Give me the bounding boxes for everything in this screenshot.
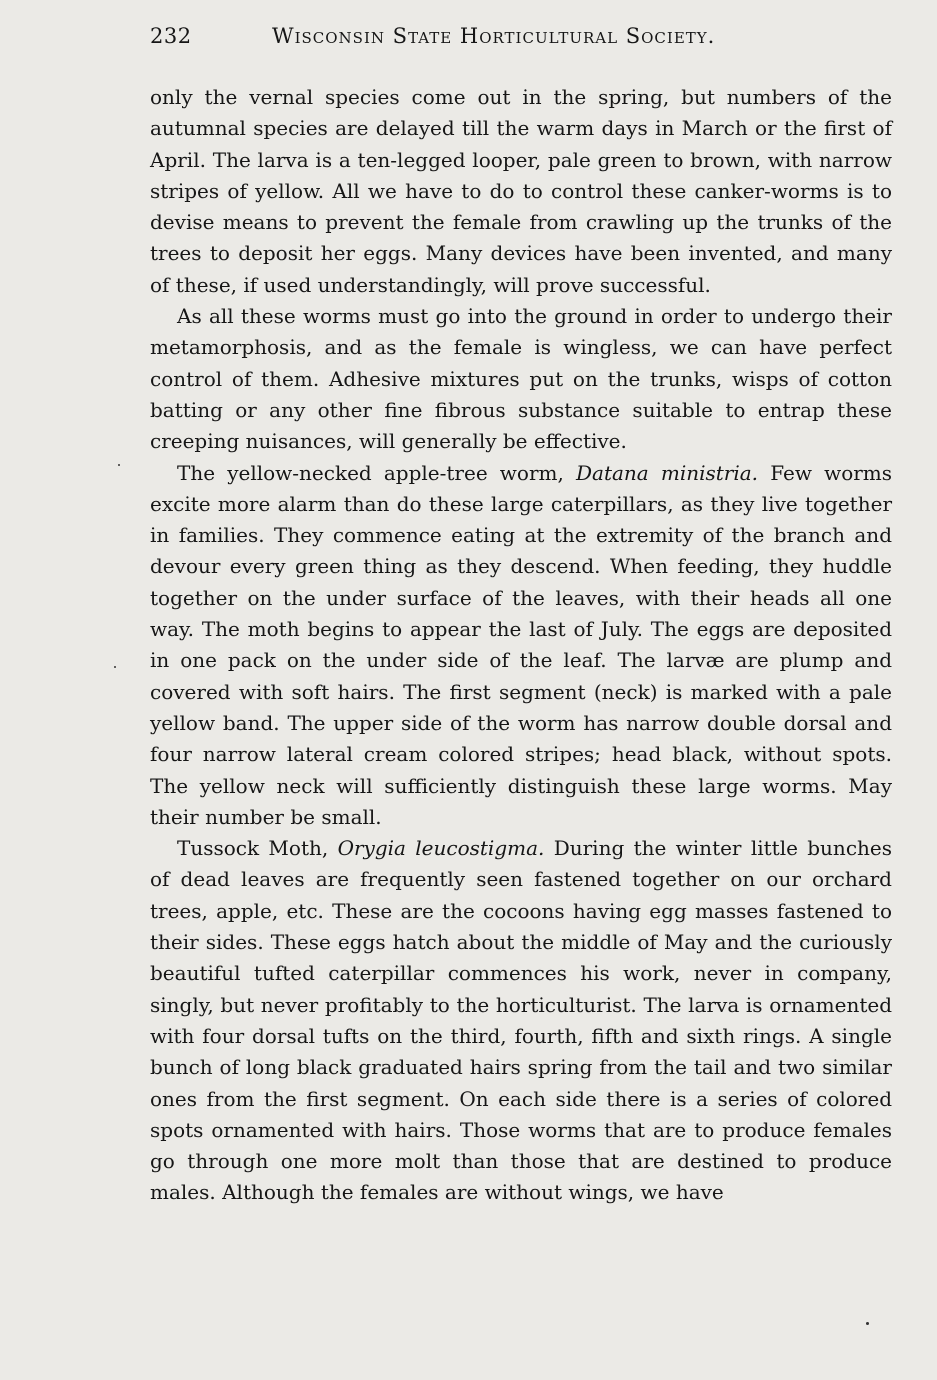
paragraph-control-methods bbox=[150, 301, 892, 457]
page-header bbox=[150, 24, 892, 54]
paragraph-text: Few worms excite more alarm than do these large caterpillars, as they live together in families. They commence eating at the extremity of the branch and devour every green thing as they descend. When feeding, they huddle together on the under surface of the leaves, with their heads all one way. The moth begins to appear the last of July. The eggs are deposited in one pack on the under side of the leaf. The larvæ are plump and covered with soft hairs. The first segment (neck) is marked with a pale yellow band. The upper side of the worm has narrow double dorsal and four narrow lateral cream colored stripes; head black, without spots. The yellow neck will sufficiently distinguish these large worms. May their number be small. bbox=[150, 460, 893, 829]
running-title: Wisconsin State Horticultural Society. bbox=[272, 24, 716, 48]
paper-speck bbox=[114, 666, 116, 668]
paragraph-canker-worm-continued bbox=[150, 82, 892, 301]
paragraph-tussock-moth bbox=[150, 833, 892, 1209]
paragraph-yellow-necked-worm bbox=[150, 458, 892, 834]
scientific-name: Datana ministria. bbox=[576, 460, 759, 485]
paper-speck bbox=[118, 464, 120, 466]
body-text bbox=[150, 82, 892, 1209]
paragraph-text: Tussock Moth, bbox=[177, 836, 329, 861]
paper-speck bbox=[866, 1322, 869, 1325]
paragraph-text: only the vernal species come out in the spring, but numbers of the autumnal species are delayed till the warm days in March or the first of April. The larva is a ten-legged looper, pale green to brown, with narrow stripes of yellow. All we have to do to control these canker-worms is to devise means to prevent the female from crawling up the trunks of the trees to deposit her eggs. Many devices have been invented, and many of these, if used understandingly, will prove successful. bbox=[150, 85, 892, 297]
scientific-name: Orygia leucostigma. bbox=[337, 836, 545, 861]
page-number: 232 bbox=[150, 24, 192, 48]
paragraph-text: During the winter little bunches of dead leaves are frequently seen fastened together on our orchard trees, apple, etc. These are the cocoons having egg masses fastened to their sides. These eggs hatch about the middle of May and the curiously beautiful tufted caterpillar commences his work, never in company, singly, but never profitably to the horticulturist. The larva is ornamented with four dorsal tufts on the third, fourth, fifth and sixth rings. A single bunch of long black graduated hairs spring from the tail and two similar ones from the first segment. On each side there is a series of colored spots ornamented with hairs. Those worms that are to produce females go through one more molt than those that are destined to produce males. Although the females are without wings, we have bbox=[150, 836, 892, 1205]
paragraph-text: As all these worms must go into the ground in order to undergo their metamorphosis, and as the female is wingless, we can have perfect control of them. Adhesive mixtures put on the trunks, wisps of cotton batting or any other fine fibrous substance suitable to entrap these creeping nuisances, will generally be effective. bbox=[150, 304, 892, 454]
paragraph-text: The yellow-necked apple-tree worm, bbox=[177, 460, 564, 485]
